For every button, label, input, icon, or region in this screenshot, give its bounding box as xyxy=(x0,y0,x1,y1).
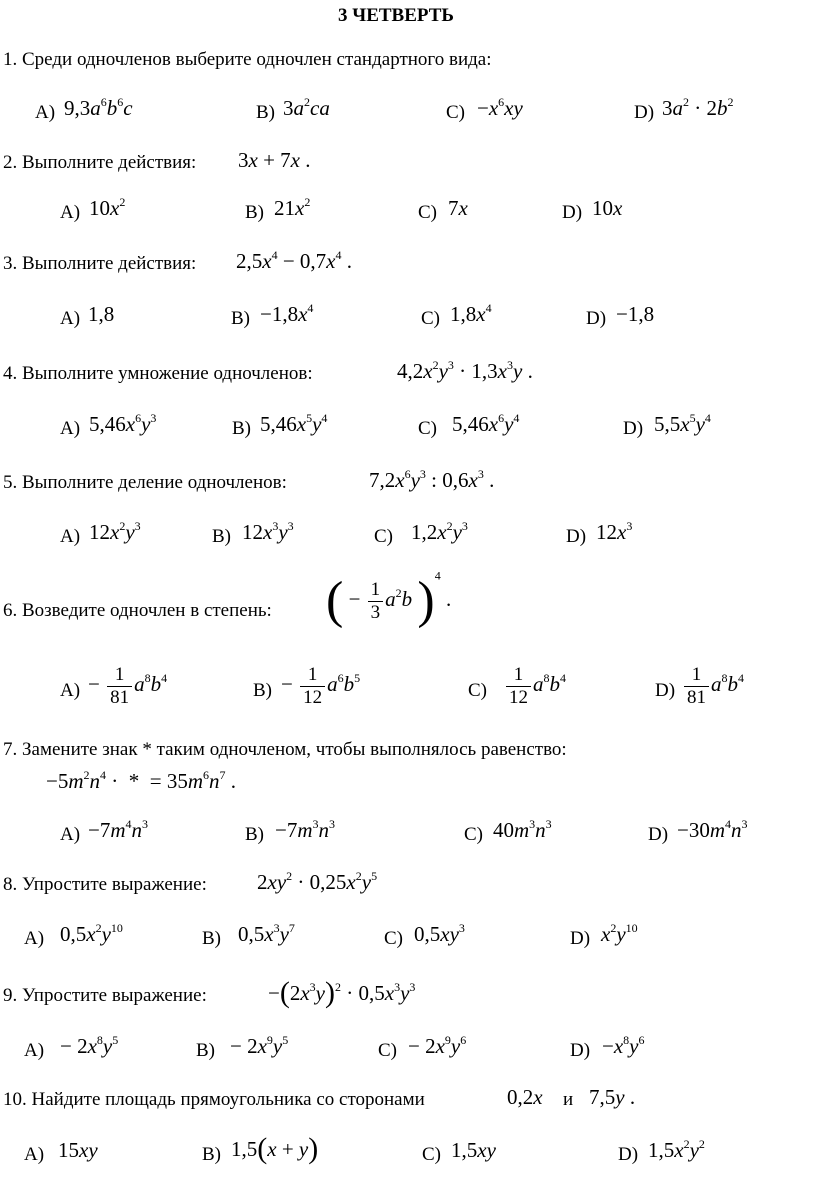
q3-expression: $2,5x^4 - 0,7x^4$ . xyxy=(236,248,352,273)
q2-expression: 3x + 7x . xyxy=(238,148,311,172)
q2-option-a-label: A) xyxy=(60,202,81,223)
q4-expression: $4,2x^2y^3 \cdot 1,3x^3y$ . xyxy=(397,358,533,383)
q1-option-d-expr: $3a^2 \cdot 2b^2$ xyxy=(662,95,734,120)
q4-option-d-label: D) xyxy=(623,418,644,439)
q8-option-b-expr: $0,5x^3y^7$ xyxy=(238,921,295,946)
q10-side-1: 0,2x xyxy=(507,1085,543,1109)
question-4-text: 4. Выполните умножение одночленов: xyxy=(3,363,313,384)
q6-expression: ( − $\frac{1}{3}$ $a^2b$ )$^4$ . xyxy=(326,568,452,629)
q5-option-c-expr: $1,2x^2y^3$ xyxy=(411,519,468,544)
q4-option-a-label: A) xyxy=(60,418,81,439)
q3-option-b-label: B) xyxy=(231,308,250,329)
q3-option-d-expr: −1,8 xyxy=(616,302,655,326)
q3-option-c-label: C) xyxy=(421,308,440,329)
q2-option-b-label: B) xyxy=(245,202,264,223)
q1-option-c-label: C) xyxy=(446,102,465,123)
q9-option-a-expr: − $2x^8y^5$ xyxy=(60,1033,119,1058)
question-9-text: 9. Упростите выражение: xyxy=(3,985,207,1006)
q10-option-d-expr: $1,5x^2y^2$ xyxy=(648,1137,705,1162)
q2-option-d-expr: 10x xyxy=(592,196,623,220)
q1-option-c-expr: $-x^6xy$ xyxy=(477,95,523,120)
q7-option-b-label: B) xyxy=(245,824,264,845)
q6-option-c-expr: $\frac{1}{12}$ $a^8b^4$ xyxy=(504,664,566,709)
q7-option-c-expr: $40m^3n^3$ xyxy=(493,817,552,842)
q9-option-d-label: D) xyxy=(570,1040,591,1061)
q6-option-d-label: D) xyxy=(655,680,676,701)
q2-option-d-label: D) xyxy=(562,202,583,223)
question-8-text: 8. Упростите выражение: xyxy=(3,874,207,895)
q6-option-a-expr: − $\frac{1}{81}$ $a^8b^4$ xyxy=(88,664,168,708)
q7-option-a-expr: $-7m^4n^3$ xyxy=(88,817,149,842)
q10-option-c-expr: 1,5xy xyxy=(451,1138,496,1162)
q2-option-c-label: C) xyxy=(418,202,437,223)
q3-option-a-expr: 1,8 xyxy=(88,302,115,326)
q8-expression: $2xy^2 \cdot 0,25x^2y^5$ xyxy=(257,869,378,894)
q10-option-b-label: B) xyxy=(202,1144,221,1165)
q5-expression: $7,2x^6y^3$ : $0,6x^3$ . xyxy=(369,467,495,492)
q2-option-c-expr: 7x xyxy=(448,196,468,220)
q8-option-c-label: C) xyxy=(384,928,403,949)
q8-option-d-label: D) xyxy=(570,928,591,949)
q8-option-a-expr: $0,5x^2y^{10}$ xyxy=(60,921,123,946)
q5-option-b-label: B) xyxy=(212,526,231,547)
question-7-text: 7. Замените знак * таким одночленом, чтобы выполнялось равенство: xyxy=(3,739,567,760)
question-2-text: 2. Выполните действия: xyxy=(3,152,197,173)
page-title: 3 ЧЕТВЕРТЬ xyxy=(338,5,454,26)
q7-expression: $-5m^2n^4$ · * = $35m^6n^7$ . xyxy=(46,768,237,793)
question-6-text: 6. Возведите одночлен в степень: xyxy=(3,600,272,621)
q7-option-d-expr: $-30m^4n^3$ xyxy=(677,817,748,842)
q4-option-b-expr: $5,46x^5y^4$ xyxy=(260,411,328,436)
q4-option-c-label: C) xyxy=(418,418,437,439)
q2-option-b-expr: $21x^2$ xyxy=(274,195,311,220)
q10-option-a-label: A) xyxy=(24,1144,45,1165)
q3-option-b-expr: $-1,8x^4$ xyxy=(260,301,314,326)
q1-option-a-expr: $9,3a^6b^6c$ xyxy=(64,95,133,120)
q1-option-b-expr: $3a^2ca$ xyxy=(283,95,330,120)
question-3-text: 3. Выполните действия: xyxy=(3,253,197,274)
q10-connector: и xyxy=(563,1089,574,1110)
q1-option-b-label: B) xyxy=(256,102,275,123)
q5-option-d-label: D) xyxy=(566,526,587,547)
q10-side-2: 7,5y . xyxy=(589,1085,636,1109)
question-5-text: 5. Выполните деление одночленов: xyxy=(3,472,287,493)
q3-option-a-label: A) xyxy=(60,308,81,329)
q10-option-a-expr: 15xy xyxy=(58,1138,98,1162)
q9-option-b-expr: − $2x^9y^5$ xyxy=(230,1033,289,1058)
q3-option-c-expr: $1,8x^4$ xyxy=(450,301,492,326)
q7-option-a-label: A) xyxy=(60,824,81,845)
q5-option-a-expr: $12x^2y^3$ xyxy=(89,519,141,544)
q9-option-c-label: C) xyxy=(378,1040,397,1061)
q10-option-c-label: C) xyxy=(422,1144,441,1165)
q7-option-d-label: D) xyxy=(648,824,669,845)
q7-option-c-label: C) xyxy=(464,824,483,845)
q5-option-c-label: C) xyxy=(374,526,393,547)
q9-option-b-label: B) xyxy=(196,1040,215,1061)
q1-option-d-label: D) xyxy=(634,102,655,123)
q9-option-a-label: A) xyxy=(24,1040,45,1061)
question-1-text: 1. Среди одночленов выберите одночлен стандартного вида: xyxy=(3,49,492,70)
q5-option-d-expr: $12x^3$ xyxy=(596,519,633,544)
q4-option-c-expr: $5,46x^6y^4$ xyxy=(452,411,520,436)
q3-option-d-label: D) xyxy=(586,308,607,329)
q9-expression: $-(2x^3y)^2 \cdot 0,5x^3y^3$ xyxy=(268,976,416,1009)
q9-option-d-expr: $-x^8y^6$ xyxy=(602,1033,645,1058)
q6-option-c-label: C) xyxy=(468,680,487,701)
q6-option-b-expr: − $\frac{1}{12}$ $a^6b^5$ xyxy=(281,664,361,708)
q2-option-a-expr: $10x^2$ xyxy=(89,195,126,220)
q4-option-b-label: B) xyxy=(232,418,251,439)
q6-option-b-label: B) xyxy=(253,680,272,701)
q10-option-d-label: D) xyxy=(618,1144,639,1165)
q5-option-b-expr: $12x^3y^3$ xyxy=(242,519,294,544)
q6-option-d-expr: $\frac{1}{81}$ $a^8b^4$ xyxy=(682,664,744,709)
q7-option-b-expr: $-7m^3n^3$ xyxy=(275,817,336,842)
q8-option-b-label: B) xyxy=(202,928,221,949)
q8-option-a-label: A) xyxy=(24,928,45,949)
q1-option-a-label: A) xyxy=(35,102,56,123)
q5-option-a-label: A) xyxy=(60,526,81,547)
q6-option-a-label: A) xyxy=(60,680,81,701)
q9-option-c-expr: − $2x^9y^6$ xyxy=(408,1033,467,1058)
question-10-text: 10. Найдите площадь прямоугольника со сторонами xyxy=(3,1089,425,1110)
q8-option-c-expr: $0,5xy^3$ xyxy=(414,921,465,946)
q8-option-d-expr: $x^2y^{10}$ xyxy=(601,921,638,946)
q4-option-d-expr: $5,5x^5y^4$ xyxy=(654,411,711,436)
q4-option-a-expr: $5,46x^6y^3$ xyxy=(89,411,157,436)
q10-option-b-expr: 1,5(x + y) xyxy=(231,1132,319,1165)
